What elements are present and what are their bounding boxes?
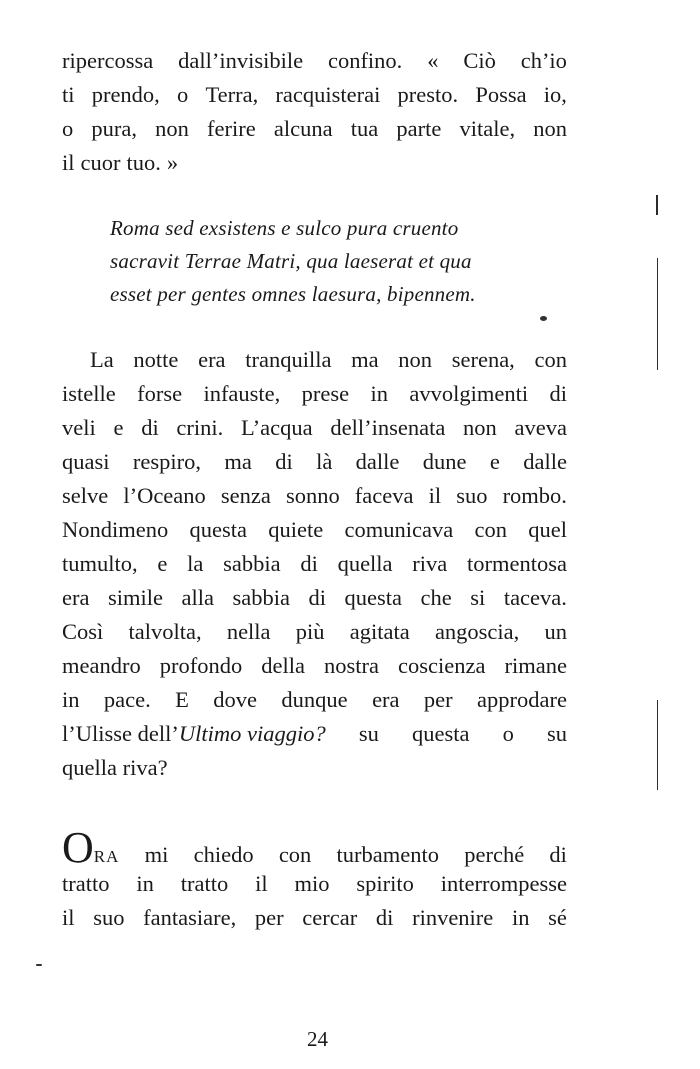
word: comunicava [344,517,454,542]
text-line [62,377,567,411]
word: questa [189,517,247,542]
scan-mark [656,195,658,215]
word: crini. [176,415,224,440]
word: alla [181,585,214,610]
word: angoscia, [434,619,520,644]
word: Terra, [205,82,259,107]
word: Nondimeno [62,517,169,542]
word: Ciò [463,48,496,73]
text-line [62,717,567,751]
verse-line: Roma sed exsistens e sulco pura cruento [110,216,459,240]
word: con [278,842,312,867]
word: e [113,415,124,440]
word: ma [351,347,379,372]
word: tuo. [126,150,161,175]
word: parte [396,116,442,141]
word: ripercossa [62,48,154,73]
word: dalle [355,449,400,474]
word: presto. [397,82,459,107]
word: riva [412,551,448,576]
word: rimane [504,653,567,678]
word: non [398,347,433,372]
small-caps: RA [93,847,120,866]
word: il [428,483,442,508]
word: » [166,150,179,175]
word: non [533,116,567,141]
word: in [511,905,530,930]
word: era [62,585,90,610]
word: quel [528,517,567,542]
word: Così [62,619,104,644]
word: di [308,585,327,610]
word: forse [137,381,183,406]
word: faceva [354,483,414,508]
text-line [62,867,567,901]
word: profondo [159,653,243,678]
drop-cap: O [62,823,94,872]
text-line [62,683,567,717]
word: il [62,905,75,930]
word: ch’io [520,48,567,73]
text-line [62,581,567,615]
word: su [358,721,379,746]
word: cercar [302,905,358,930]
word: mi [144,842,169,867]
word: fantasiare, [143,905,237,930]
paragraph-3-first-line [62,823,567,872]
word: di [275,449,293,474]
word: sabbia [223,551,281,576]
text-line [62,78,567,112]
word: tratto [180,871,229,896]
word: avvolgimenti [409,381,529,406]
text-line [62,513,567,547]
word: selve [62,483,109,508]
word: perché [464,842,525,867]
text-line [62,343,567,377]
word: tormentosa [467,551,567,576]
word: la [187,551,204,576]
word: vitale, [459,116,516,141]
latin-verse [110,212,476,311]
word: il [255,871,268,896]
word: quasi [62,449,110,474]
word: notte [133,347,179,372]
word: sonno [285,483,340,508]
verse-line: esset per gentes omnes laesura, bipennem. [110,282,476,306]
word: rinvenire [412,905,494,930]
paragraph-3 [62,823,567,935]
text-line [62,479,567,513]
word: e [489,449,500,474]
word: nostra [324,653,379,678]
word: che [420,585,452,610]
word: taceva. [503,585,567,610]
word: quella [337,551,393,576]
text-line [62,901,567,935]
word: di [141,415,159,440]
word: questa [412,721,470,746]
word: o [62,116,74,141]
ink-speck [36,964,42,966]
word: La [90,347,114,372]
word: era [198,347,226,372]
word: coscienza [398,653,486,678]
word: tumulto, [62,551,138,576]
word: E [175,687,189,712]
word: istelle [62,381,116,406]
text-line [62,44,567,78]
word: tranquilla [245,347,332,372]
word: dunque [281,687,348,712]
ink-speck [540,316,547,321]
word: tua [350,116,379,141]
word: dune [422,449,467,474]
word: chiedo [193,842,254,867]
word: racquisterai [275,82,381,107]
word: ti [62,82,75,107]
word: su [546,721,567,746]
word: della [261,653,305,678]
text-line [62,615,567,649]
word: dall’invisibile [178,48,304,73]
word: suo [456,483,488,508]
word: infauste, [203,381,281,406]
text-run: l’Ulisse dell’ [62,721,179,746]
word: dalle [523,449,567,474]
word: là [316,449,333,474]
word: per [423,687,453,712]
word: nella [226,619,271,644]
word: non [463,415,497,440]
page-number: 24 [307,1027,328,1051]
word: prese [301,381,350,406]
text-line [62,547,567,581]
word: meandro [62,653,141,678]
word: di [549,381,567,406]
scan-mark [657,258,659,370]
word: sé [548,905,567,930]
word: pace. [103,687,151,712]
word: dell’insenata [330,415,446,440]
book-title-italic: Ultimo viaggio? [178,721,326,746]
word: agitata [349,619,410,644]
word: di [549,842,567,867]
word: e [157,551,168,576]
word: serena, [451,347,515,372]
word: o [502,721,514,746]
word: quiete [268,517,324,542]
word: senza [220,483,271,508]
word: io, [543,82,567,107]
word: rombo. [502,483,567,508]
word: confino. [327,48,403,73]
paragraph-2 [62,343,567,785]
word: « [427,48,439,73]
word: aveva [514,415,567,440]
word: il [62,150,75,175]
word: questa [344,585,403,610]
word: di [300,551,318,576]
scan-mark [657,700,659,790]
text-line [62,146,567,180]
word: si [470,585,486,610]
word: mio [294,871,330,896]
word: ferire [207,116,256,141]
word: talvolta, [128,619,202,644]
paragraph-1 [62,44,567,180]
word: L’acqua [241,415,313,440]
word-group [62,717,326,751]
word: ma [224,449,252,474]
word: interrompesse [440,871,567,896]
word: suo [93,905,125,930]
word: un [544,619,567,644]
word: per [254,905,284,930]
word: sabbia [232,585,290,610]
word: in [136,871,154,896]
word: Possa [475,82,527,107]
word: alcuna [273,116,333,141]
word: tratto [62,871,110,896]
word: con [534,347,567,372]
paragraph-3-lines [62,867,567,935]
text-run: quella riva? [62,755,168,780]
word: spirito [356,871,414,896]
text-line [62,751,567,785]
word: con [474,517,507,542]
word: in [370,381,389,406]
word: o [177,82,189,107]
word: respiro, [132,449,201,474]
word: non [155,116,189,141]
text-line [62,411,567,445]
word: cuor [80,150,121,175]
word: veli [62,415,96,440]
text-line [62,649,567,683]
word: l’Oceano [123,483,206,508]
word: pura, [91,116,137,141]
word: turbamento [336,842,440,867]
word: di [375,905,394,930]
word: in [62,687,80,712]
word: prendo, [91,82,160,107]
verse-line: sacravit Terrae Matri, qua laeserat et qua [110,249,472,273]
word: più [295,619,325,644]
text-line [62,112,567,146]
word: simile [107,585,163,610]
word: dove [213,687,258,712]
word: approdare [477,687,567,712]
word: era [372,687,400,712]
text-line [62,445,567,479]
